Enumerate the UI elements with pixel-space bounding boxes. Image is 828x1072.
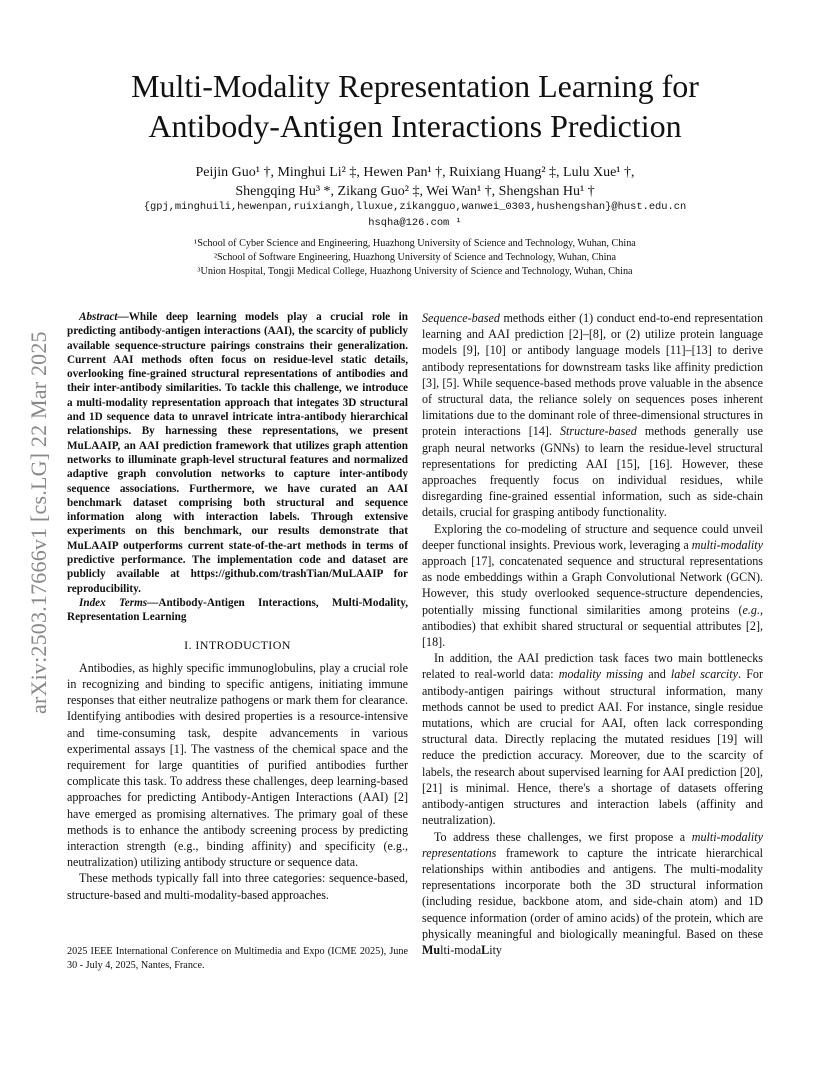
abstract-text: —While deep learning models play a crucial role in predicting antibody-antigen interactions (AAI), the scarcity of publicly available sequence-structure pairings constrains their generalization. Current AAI methods often focus on residue-level static details, overlooking fine-grained structural representations of antibodies and their inter-antibody similarities. To tackle this challenge, we introduce a multi-modality representation approach that integates 3D structural and 1D sequence data to unravel intricate intra-antibody hierarchical relationships. By harnessing these representations, we present MuLAAIP, an AAI prediction framework that utilizes graph attention networks to illuminate graph-level structural features and normalized adaptive graph convolution networks to capture inter-antibody sequence associations. Furthermore, we have curated an AAI benchmark dataset comprising both structural and sequence information along with interaction labels. Through extensive experiments on this benchmark, our results demonstrate that MuLAAIP outperforms current state-of-the-art methods in terms of predictive performance. The implementation code and dataset are publicly available at https://github.com/trashTian/MuLAAIP for reproducibility. [67, 311, 408, 595]
term-multi-modality: multi-modality [691, 537, 763, 552]
authors-line-2: Shengqing Hu³ *, Zikang Guo² ‡, Wei Wan¹ †, Shengshan Hu¹ † [235, 184, 595, 199]
term-modality-missing: modality missing [558, 667, 644, 682]
author-emails [80, 199, 750, 231]
right-p3-text-a: In addition, the AAI prediction task faces two main bottlenecks related to real-world data: [422, 651, 763, 682]
affiliations [80, 237, 750, 279]
index-terms-label: Index Terms [79, 596, 148, 609]
intro-paragraph-1: Antibodies, as highly specific immunoglobulins, play a crucial role in recognizing and binding to specific antigens, initiating immune responses that either neutralize pathogens or mark them for clearance. Identifying antibodies with desired properties is a resource-intensive and time-consuming task, despite advancements in various experimental assays [1]. The vastness of the chemical space and the requirement for large quantities of purified antibodies further complicate this task. To address these challenges, deep learning-based approaches for predicting Antibody-Antigen Interactions (AAI) [2] have emerged as promising alternatives. The primary goal of these methods is to enhance the antibody screening process by predicting interaction strength (e.g., binding affinity) and specificity (e.g., neutralization) utilizing antibody structure or sequence data. [67, 660, 408, 870]
footnote: 2025 IEEE International Conference on Multimedia and Expo (ICME 2025), June 30 - July 4, 2025, Nantes, France. [67, 946, 408, 971]
left-column [67, 310, 408, 903]
arxiv-sidebar-stamp: arXiv:2503.17666v1 [cs.LG] 22 Mar 2025 [26, 331, 51, 715]
right-p1-text-b: methods generally use graph neural networks (GNNs) to learn the residue-level structural representations for predicting AAI [15], [16]. However, these approaches frequently focus on individual residues, while disregarding fine-grained essential information, such as side-chain details, crucial for grasping antibody functionality. [422, 424, 763, 520]
right-column [422, 310, 763, 958]
abstract-label: Abstract [79, 311, 118, 323]
term-multi-modality-representations: multi-modality representations [422, 829, 763, 860]
affiliation-3: ³Union Hospital, Tongji Medical College, Huazhong University of Science and Technology, Wuhan, China [197, 266, 633, 277]
emails-line-1: {gpj,minghuili,hewenpan,ruixiangh,lluxue,zikangguo,wanwei_0303,hushengshan}@hust.edu.cn [143, 201, 687, 213]
affiliation-1: ¹School of Cyber Science and Engineering, Huazhong University of Science and Technology, Wuhan, China [194, 238, 636, 249]
right-p4-text-c: lti-moda [440, 942, 482, 957]
right-p2-text-a: Exploring the co-modeling of structure and sequence could unveil deeper functional insights. Previous work, leveraging a [422, 521, 763, 552]
term-eg: e.g., [742, 602, 763, 617]
right-paragraph-3 [422, 650, 763, 828]
term-structure-based: Structure-based [559, 424, 637, 439]
paper-title [80, 66, 750, 146]
emails-line-2: hsqha@126.com ¹ [368, 217, 462, 229]
term-label-scarcity: label scarcity [670, 667, 739, 682]
right-p3-text-b: and [643, 667, 671, 682]
section-heading-introduction: I. INTRODUCTION [184, 637, 291, 652]
right-p3-text-c: . For antibody-antigen pairings without structural information, many methods cannot be used to predict AAI. For instance, single residue mutations, which are crucial for AAI, often lack corresponding structural data. Directly replacing the mutated residues [19] will reduce the prediction accuracy. Moreover, due to the scarcity of labels, the research about supervised learning for AAI prediction [20], [21] is minimal. Hence, there's a shortage of datasets offering antibody-antigen structures and interaction labels (affinity and neutralization). [422, 667, 763, 828]
title-line-1: Multi-Modality Representation Learning for [131, 68, 699, 104]
author-list [80, 163, 750, 201]
right-paragraph-2 [422, 521, 763, 651]
acronym-mu: Mu [422, 942, 441, 957]
intro-paragraph-2: These methods typically fall into three categories: sequence-based, structure-based and multi-modality-based approaches. [67, 871, 408, 902]
right-paragraph-4 [422, 829, 763, 959]
acronym-l: L [481, 942, 490, 957]
right-p4-text-b: framework to capture the intricate hierarchical relationships within antibodies and antigens. The multi-modality representations incorporate both the 3D structural information (including residue, backbone atom, and side-chain atom) and 1D sequence information (order of amino acids) of the protein, which are physically meaningful and biologically meaningful. Based on these [422, 845, 763, 941]
title-line-2: Antibody-Antigen Interactions Prediction [148, 108, 682, 144]
right-p4-text-d: ity [489, 942, 502, 957]
right-p2-text-c: antibodies) that exhibit shared structural or sequential attributes [2], [18]. [422, 618, 763, 650]
right-p4-text-a: To address these challenges, we first propose a [434, 829, 692, 844]
right-paragraph-1 [422, 310, 763, 521]
affiliation-2: ²School of Software Engineering, Huazhong University of Science and Technology, Wuhan, China [213, 252, 617, 263]
right-p1-text-a: methods either (1) conduct end-to-end representation learning and AAI prediction [2]–[8], or (2) utilize protein language models [9], [10] or antibody language models [11]–[13] to derive antibody representations for downstream tasks like affinity prediction [3], [5]. While sequence-based methods prove valuable in the absence of structural data, the reliance solely on sequences poses inherent limitations due to the dominant role of three-dimensional structures in protein interactions [14]. [422, 311, 763, 439]
term-sequence-based: Sequence-based [422, 311, 500, 325]
index-terms [67, 596, 408, 625]
authors-line-1: Peijin Guo¹ †, Minghui Li² ‡, Hewen Pan¹ †, Ruixiang Huang² ‡, Lulu Xue¹ †, [195, 165, 635, 180]
abstract [67, 310, 408, 596]
right-p2-text-b: approach [17], concatenated sequence and structural representations as node embeddings within a Graph Convolutional Network (GCN). However, this study overlooked sequence-structure dependencies, potentially missing functional similarities among proteins ( [422, 554, 763, 617]
index-terms-text: —Antibody-Antigen Interactions, Multi-Modality, Representation Learning [67, 596, 408, 624]
